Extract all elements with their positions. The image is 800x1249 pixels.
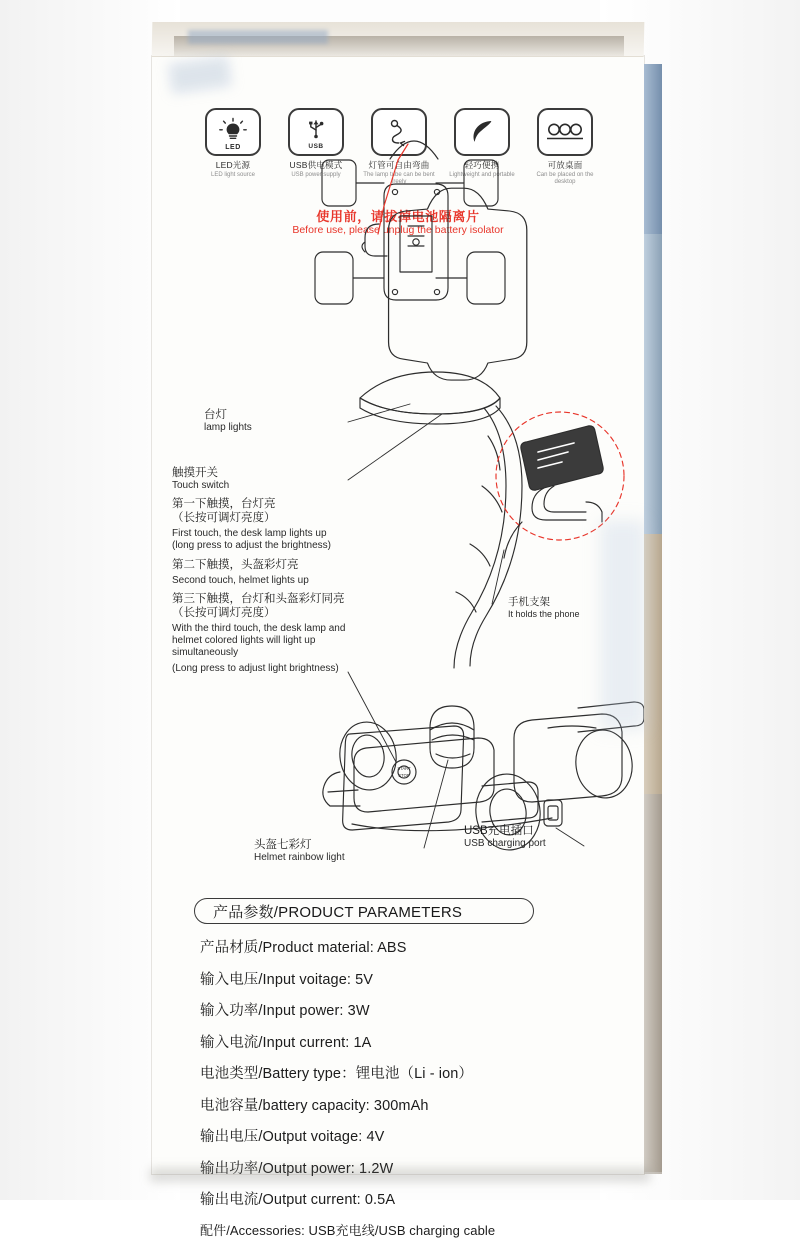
led-badge-text: LED <box>225 144 241 151</box>
param-item: 产品材质/Product material: ABS <box>200 940 407 956</box>
feature-flexible-cn: 灯管可自由弯曲 <box>368 160 430 170</box>
callout-helmet-light-cn: 头盔七彩灯 <box>254 839 312 851</box>
callout-usb-port <box>464 824 546 850</box>
callout-lamp-en: lamp lights <box>204 422 252 434</box>
param-item: 输出功率/Output power: 1.2W <box>200 1160 394 1177</box>
plastic-wrap-glare-right <box>600 520 646 730</box>
feature-desktop-cn: 可放桌面 <box>547 160 583 170</box>
callout-step3-en-1: With the third touch, the desk lamp and <box>172 622 346 634</box>
edge-band-sky <box>644 234 662 534</box>
warning-leader-line <box>378 144 408 234</box>
callout-phone-holder-cn: 手机支架 <box>508 596 550 608</box>
feature-usb-en: USB power supply <box>291 171 341 178</box>
param-item: 输入电压/Input voitage: 5V <box>200 971 374 988</box>
callout-step3-en-3: simultaneously <box>172 647 239 659</box>
feature-led-en: LED light source <box>210 171 256 178</box>
callout-touch-switch-en: Touch switch <box>172 480 230 492</box>
lamp-head <box>360 372 500 424</box>
product-box <box>152 56 644 1238</box>
param-item: 电池容量/battery capacity: 300mAh <box>200 1097 429 1114</box>
callout-step2-en: Second touch, helmet lights up <box>172 574 309 586</box>
callout-step3-en-4: (Long press to adjust light brightness) <box>172 663 339 675</box>
box-drop-shadow <box>150 1168 650 1182</box>
callout-step1-en: First touch, the desk lamp lights up <box>172 528 327 540</box>
box-top-highlight <box>188 30 328 44</box>
param-item: 电池类型/Battery type：锂电池（Li - ion） <box>200 1066 474 1082</box>
feature-portable-cn: 轻巧便携 <box>464 160 500 170</box>
param-item: 输入电流/Input current: 1A <box>200 1034 372 1051</box>
product-parameters-header <box>194 898 534 924</box>
callout-step1-cn: 第一下触摸，台灯亮 <box>172 498 276 511</box>
product-parameters-list <box>200 936 620 1249</box>
box-right-edge <box>644 64 662 1172</box>
edge-band-tan <box>644 534 662 794</box>
box-front-panel <box>152 56 644 1238</box>
product-parameters-title: 产品参数/PRODUCT PARAMETERS <box>213 903 463 921</box>
feature-flexible-en: The lamp tube can be bent freely <box>363 171 435 185</box>
usb-badge-text: USB <box>308 143 324 150</box>
callout-helmet-light-en: Helmet rainbow light <box>254 852 345 864</box>
callout-phone-holder <box>508 596 580 620</box>
callout-phone-holder-en: It holds the phone <box>508 608 580 619</box>
callout-step3-cn: 第三下触摸，台灯和头盔彩灯同亮 <box>172 592 345 605</box>
callout-usb-port-cn: USB充电插口 <box>464 825 534 837</box>
callout-touch-switch-cn: 触摸开关 <box>172 467 218 479</box>
param-accessories: 配件/Accessories: USB充电线/USB charging cable <box>200 1222 496 1238</box>
warning-text-en: Before use, please unplug the battery isolator <box>292 224 504 236</box>
callout-step3-en-2: helmet colored lights will light up <box>172 635 316 647</box>
edge-band-grey <box>644 794 662 1174</box>
callout-step1-en-sub: (long press to adjust the brightness) <box>172 540 331 552</box>
callout-usb-port-en: USB charging port <box>464 838 546 850</box>
callout-touch-switch <box>172 466 427 676</box>
svg-text:STOP: STOP <box>398 773 410 778</box>
battery-isolator-tab <box>362 224 387 256</box>
start-stop-label: START <box>397 766 411 771</box>
callout-step2-cn: 第二下触摸，头盔彩灯亮 <box>172 558 299 571</box>
callout-step3-cn-sub: （长按可调灯亮度） <box>172 606 276 619</box>
edge-band-blue <box>644 64 662 234</box>
param-item: 输入功率/Input power: 3W <box>200 1003 370 1019</box>
param-item: 输出电流/Output current: 0.5A <box>200 1192 396 1208</box>
callout-helmet-light <box>254 838 345 864</box>
gooseneck-arm <box>454 406 522 668</box>
feature-led-cn: LED光源 <box>215 160 251 170</box>
feature-usb-cn: USB供电模式 <box>289 160 343 170</box>
helmet-figure <box>430 706 474 768</box>
callout-step1-cn-sub: （长按可调灯亮度） <box>172 512 276 525</box>
callout-lamp-cn: 台灯 <box>204 409 227 421</box>
feature-portable-en: Lightweight and portable <box>449 171 515 178</box>
car-top-view <box>315 141 527 380</box>
param-item: 输出电压/Output voitage: 4V <box>200 1129 385 1145</box>
callout-lamp <box>204 408 252 434</box>
usb-charging-port <box>544 800 562 826</box>
warning-text-cn: 使用前，请拔掉电池隔离片 <box>316 209 480 224</box>
feature-desktop-en: Can be placed on the desktop <box>536 171 594 185</box>
